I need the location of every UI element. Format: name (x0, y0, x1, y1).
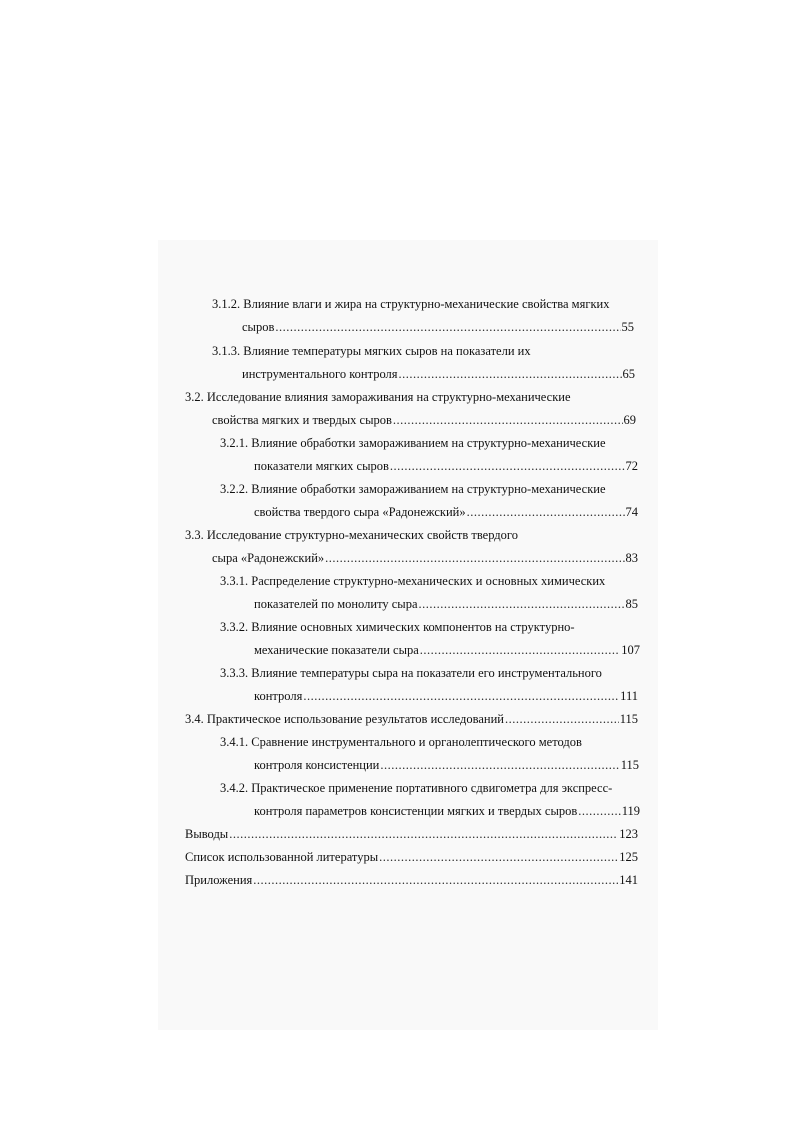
toc-entry-3-2-line2 (212, 412, 636, 428)
toc-page-number: 69 (623, 413, 636, 427)
toc-entry-title: Практическое применение портативного сдвигометра для экспресс- (251, 781, 613, 795)
toc-entry-title: Сравнение инструментального и органолептического методов (251, 735, 582, 749)
toc-entry-3-1-3-line2 (242, 366, 635, 382)
toc-entry-number: 3.4.2. (220, 781, 249, 795)
toc-entry-number: 3.3.2. (220, 620, 249, 634)
toc-entry-number: 3.1.3. (212, 344, 241, 358)
toc-entry-number: 3.4.1. (220, 735, 249, 749)
toc-page-number: 125 (619, 850, 638, 864)
toc-entry-title-cont: свойства мягких и твердых сыров (212, 413, 392, 427)
toc-entry-3-1-3-line1 (212, 343, 531, 359)
toc-entry-title-cont: инструментального контроля (242, 367, 398, 381)
leader-dots (505, 711, 619, 727)
toc-page-number: 107 (621, 643, 640, 657)
toc-entry-3-1-2-line2 (242, 319, 634, 335)
toc-entry-3-3-3-line2 (254, 688, 638, 704)
toc-page-number: 65 (622, 367, 635, 381)
leader-dots (393, 412, 623, 428)
leader-dots (275, 319, 620, 335)
toc-page-number: 85 (625, 597, 638, 611)
leader-dots (419, 596, 625, 612)
toc-page-number: 141 (619, 873, 638, 887)
toc-entry-3-2-2-line1 (220, 481, 606, 497)
toc-entry-number: 3.3.1. (220, 574, 249, 588)
toc-entry-3-4-2-line1 (220, 780, 612, 796)
leader-dots (578, 803, 620, 819)
toc-entry-title: Исследование влияния замораживания на структурно-механические (206, 390, 571, 404)
toc-entry-title-cont: сыров (242, 320, 275, 334)
toc-page-number: 55 (621, 320, 634, 334)
toc-entry-title: Исследование структурно-механических свойств твердого (206, 528, 518, 542)
toc-entry-3-3-line2 (212, 550, 638, 566)
toc-entry-3-3-3-line1 (220, 665, 602, 681)
toc-entry-title: Приложения (185, 873, 253, 887)
toc-entry-3-2-line1 (185, 389, 571, 405)
toc-entry-3-2-2-line2 (254, 504, 638, 520)
toc-entry-3-2-1-line2 (254, 458, 638, 474)
toc-entry-3-3-2-line2 (254, 642, 640, 658)
toc-entry-number: 3.1.2. (212, 297, 241, 311)
toc-entry-title: Влияние обработки замораживанием на структурно-механические (251, 436, 606, 450)
toc-entry-title-cont: контроля консистенции (254, 758, 380, 772)
toc-entry-number: 3.3. (185, 528, 204, 542)
leader-dots (399, 366, 622, 382)
toc-entry-title: Влияние температуры сыра на показатели его инструментального (251, 666, 602, 680)
toc-entry-title: Влияние обработки замораживанием на структурно-механические (251, 482, 606, 496)
toc-entry-title: 3.4. Практическое использование результатов исследований (185, 712, 504, 726)
toc-entry-3-4-2-line2 (254, 803, 640, 819)
toc-page-number: 123 (619, 827, 638, 841)
toc-entry-3-2-1-line1 (220, 435, 606, 451)
toc-page-number: 119 (621, 804, 640, 818)
leader-dots (253, 872, 618, 888)
leader-dots (390, 458, 625, 474)
leader-dots (380, 757, 619, 773)
leader-dots (303, 688, 619, 704)
leader-dots (467, 504, 625, 520)
toc-entry-3-3-1-line1 (220, 573, 605, 589)
toc-entry-3-3-line1 (185, 527, 518, 543)
toc-entry-title: Влияние температуры мягких сыров на показатели их (243, 344, 531, 358)
toc-entry-title-cont: контроля параметров консистенции мягких и твердых сыров (254, 804, 578, 818)
toc-entry-number: 3.3.3. (220, 666, 249, 680)
toc-page-number: 72 (625, 459, 638, 473)
toc-page-number: 115 (620, 758, 639, 772)
toc-entry-3-4-1-line1 (220, 734, 582, 750)
toc-page-number: 74 (625, 505, 638, 519)
toc-entry-title-cont: сыра «Радонежский» (212, 551, 325, 565)
toc-entry-3-3-1-line2 (254, 596, 638, 612)
toc-entry-title-cont: показатели мягких сыров (254, 459, 389, 473)
toc-entry-title-cont: свойства твердого сыра «Радонежский» (254, 505, 466, 519)
toc-entry-title-cont: показателей по монолиту сыра (254, 597, 418, 611)
toc-entry-title: Список использованной литературы (185, 850, 379, 864)
toc-entry-number: 3.2.1. (220, 436, 249, 450)
toc-page-number: 111 (620, 689, 638, 703)
toc-entry-title: Влияние основных химических компонентов на структурно- (251, 620, 575, 634)
toc-page-number: 115 (619, 712, 638, 726)
toc-entry-3-3-2-line1 (220, 619, 575, 635)
toc-entry-number: 3.2. (185, 390, 204, 404)
toc-entry-title: Распределение структурно-механических и основных химических (251, 574, 606, 588)
toc-entry-number: 3.2.2. (220, 482, 249, 496)
leader-dots (325, 550, 624, 566)
toc-entry-3-4 (185, 711, 638, 727)
leader-dots (379, 849, 618, 865)
toc-entry-title-cont: механические показатели сыра (254, 643, 419, 657)
toc-entry-references (185, 849, 638, 865)
toc-entry-3-4-1-line2 (254, 757, 639, 773)
toc-entry-3-1-2-line1 (212, 296, 609, 312)
toc-entry-title: Влияние влаги и жира на структурно-механические свойства мягких (243, 297, 610, 311)
leader-dots (420, 642, 620, 658)
toc-entry-appendix (185, 872, 638, 888)
toc-entry-title: Выводы (185, 827, 229, 841)
leader-dots (229, 826, 618, 842)
toc-page-number: 83 (625, 551, 638, 565)
toc-entry-conclusions (185, 826, 638, 842)
toc-entry-title-cont: контроля (254, 689, 303, 703)
